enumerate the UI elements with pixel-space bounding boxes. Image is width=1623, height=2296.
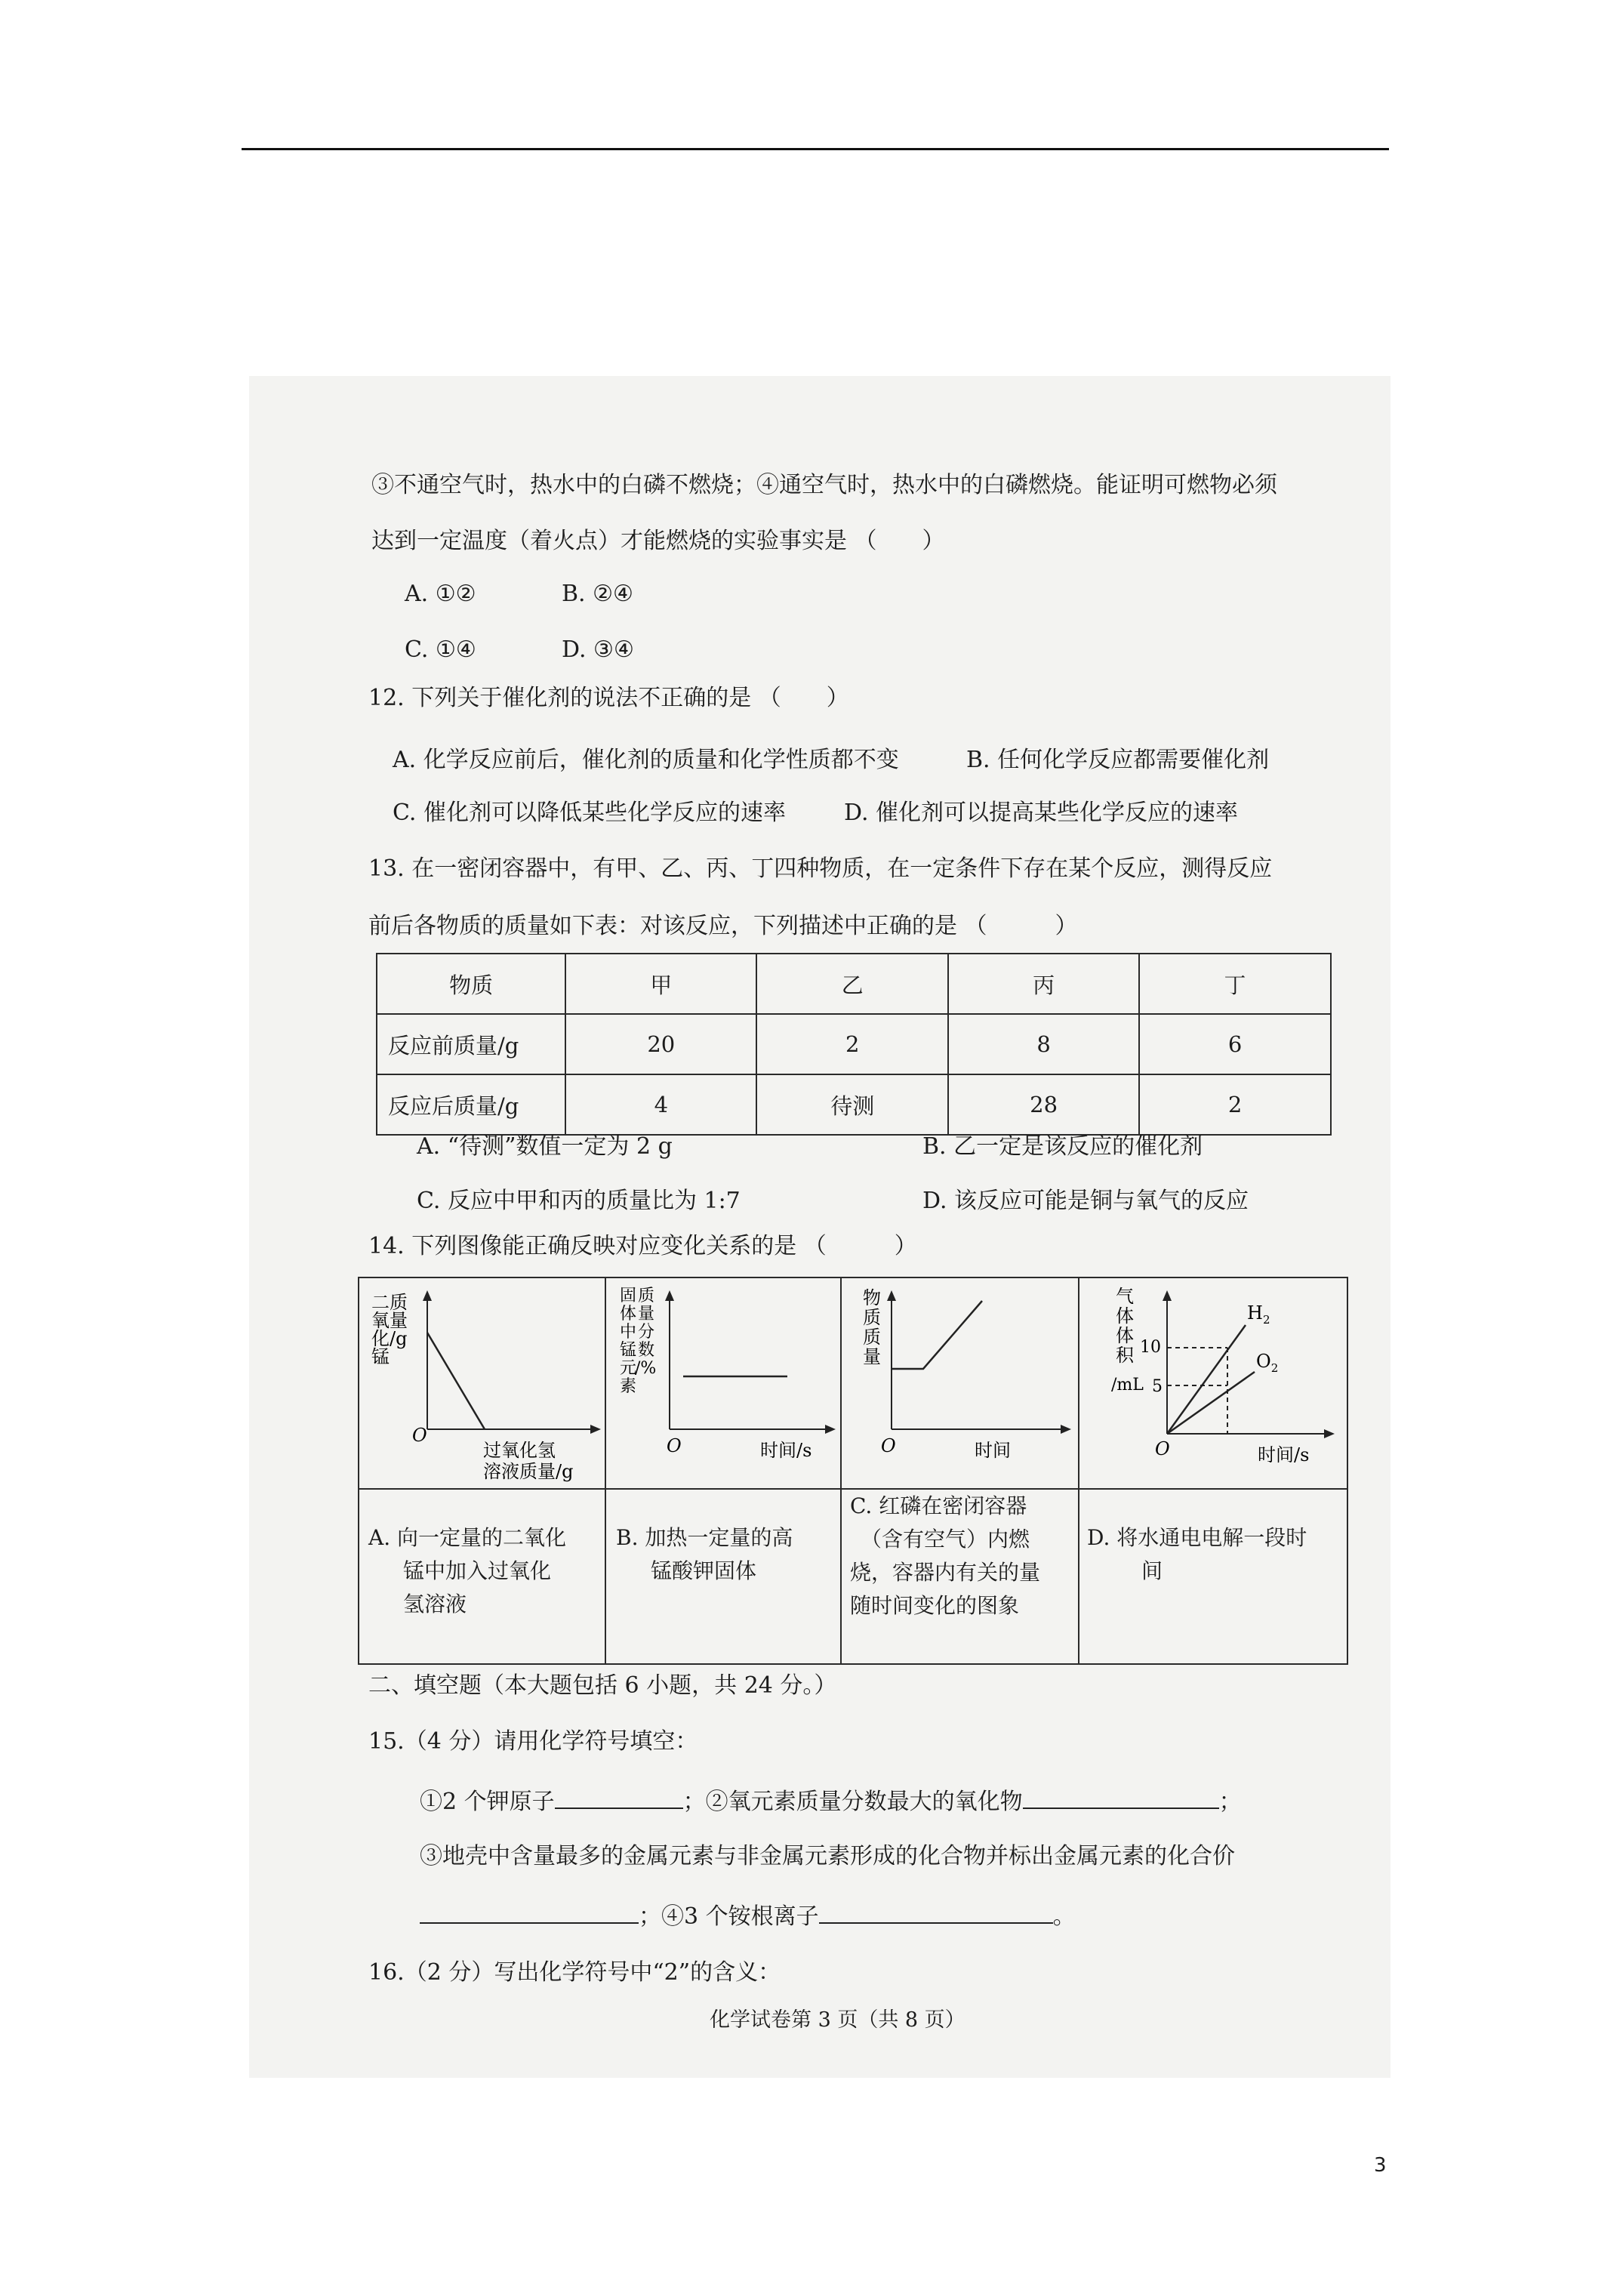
graph-d-ylabel: 积	[1116, 1345, 1134, 1366]
graph-a-origin: O	[412, 1425, 427, 1446]
q14-graph-c	[842, 1278, 1078, 1488]
table-cell: 2	[1139, 1074, 1331, 1135]
caption-line: 随时间变化的图象	[850, 1593, 1020, 1618]
q14-graph-b	[606, 1278, 840, 1488]
q14-graph-d	[1079, 1278, 1347, 1488]
q15-part4-label: ；④3 个铵根离子	[639, 1903, 819, 1930]
q11-line2: 达到一定温度（着火点）才能燃烧的实验事实是 （ ）	[371, 528, 945, 554]
table-cell: 4	[565, 1074, 756, 1135]
q15-answer-blank-1[interactable]	[555, 1788, 683, 1809]
q11-option-d: D. ③④	[562, 636, 634, 663]
table-header-row	[377, 954, 1331, 1014]
q13-option-d: D. 该反应可能是铜与氧气的反应	[922, 1188, 1249, 1214]
caption-line: A. 向一定量的二氧化	[368, 1525, 567, 1550]
table-cell: 8	[948, 1014, 1139, 1074]
caption-line: D. 将水通电电解一段时	[1087, 1525, 1307, 1550]
table-cell: 待测	[756, 1074, 948, 1135]
caption-line: B. 加热一定量的高	[616, 1525, 793, 1550]
graph-d-h2-label: $H_2$	[1247, 1302, 1270, 1327]
q15-answer-blank-4[interactable]	[819, 1903, 1053, 1924]
q11-line1: ③不通空气时，热水中的白磷不燃烧；④通空气时，热水中的白磷燃烧。能证明可燃物必须	[371, 472, 1277, 498]
section-2-heading: 二、填空题（本大题包括 6 小题，共 24 分。）	[368, 1672, 837, 1699]
graph-d-ylabel: /mL	[1111, 1376, 1144, 1395]
caption-line: 氢溶液	[403, 1592, 467, 1616]
q11-option-b: B. ②④	[562, 581, 633, 607]
table-cell: 甲	[565, 954, 756, 1014]
graph-d-ylabel: 体	[1116, 1325, 1134, 1346]
q15-punct: 。	[1052, 1903, 1076, 1930]
table-cell: 乙	[756, 954, 948, 1014]
q14-stem: 14. 下列图像能正确反映对应变化关系的是 （ ）	[368, 1233, 917, 1259]
q12-stem: 12. 下列关于催化剂的说法不正确的是 （ ）	[368, 685, 849, 711]
q14-graph-a	[359, 1278, 605, 1488]
table-cell: 丙	[948, 954, 1139, 1014]
q16-stem: 16.（2 分）写出化学符号中“2”的含义：	[368, 1959, 781, 1986]
graph-a-ylabel: 锰	[371, 1346, 390, 1367]
graph-b-xlabel: 时间/s	[760, 1440, 812, 1461]
caption-line: C. 红磷在密闭容器	[850, 1493, 1027, 1518]
q14-caption-c	[850, 1490, 1040, 1623]
graph-d-o2-line	[1167, 1372, 1255, 1434]
graph-d-xlabel: 时间/s	[1258, 1444, 1310, 1465]
graph-a-ylabel: 化/g	[371, 1328, 408, 1349]
caption-line: 锰中加入过氧化	[403, 1558, 552, 1583]
graph-c-y-arrow	[887, 1290, 896, 1301]
caption-line: 锰酸钾固体	[651, 1558, 757, 1583]
header-rule	[242, 148, 1389, 150]
graph-a-ylabel: 氧量	[371, 1310, 408, 1331]
q15-line3	[420, 1903, 1076, 1928]
graph-b-ylabel: 质量分数/%	[635, 1287, 657, 1378]
caption-line: 烧，容器内有关的量	[850, 1560, 1041, 1585]
page-number: 3	[1374, 2154, 1387, 2177]
graph-a-x-arrow	[590, 1425, 601, 1434]
q15-answer-blank-2[interactable]	[1023, 1788, 1219, 1809]
q15-part2-label: ；②氧元素质量分数最大的氧化物	[682, 1789, 1023, 1815]
graph-a-ylabel: 二质	[371, 1292, 408, 1313]
table-cell: 6	[1139, 1014, 1331, 1074]
table-cell: 2	[756, 1014, 948, 1074]
graph-b-origin: O	[667, 1435, 682, 1456]
graph-c-origin: O	[881, 1435, 896, 1456]
graph-d-x-arrow	[1324, 1429, 1335, 1438]
q13-option-c: C. 反应中甲和丙的质量比为 1:7	[417, 1188, 741, 1214]
graph-d-h2-line	[1167, 1325, 1246, 1434]
q14-graph-grid	[358, 1277, 1348, 1665]
q12-option-c: C. 催化剂可以降低某些化学反应的速率	[393, 800, 786, 826]
q13-option-a: A. “待测”数值一定为 2 g	[417, 1133, 673, 1160]
table-cell: 丁	[1139, 954, 1331, 1014]
q15-line2: ③地壳中含量最多的金属元素与非金属元素形成的化合物并标出金属元素的化合价	[420, 1843, 1235, 1869]
graph-b-y-arrow	[665, 1290, 674, 1301]
graph-b-x-arrow	[825, 1425, 836, 1434]
caption-line: （含有空气）内燃	[861, 1527, 1030, 1552]
q13-line1: 13. 在一密闭容器中，有甲、乙、丙、丁四种物质，在一定条件下存在某个反应，测得反应	[368, 855, 1273, 882]
graph-a-xlabel: 溶液质量/g	[483, 1461, 574, 1482]
q15-answer-blank-3[interactable]	[420, 1903, 639, 1924]
table-cell: 反应后质量/g	[377, 1074, 565, 1135]
q13-line2: 前后各物质的质量如下表：对该反应，下列描述中正确的是 （ ）	[368, 913, 1078, 939]
q14-caption-d	[1087, 1521, 1307, 1588]
graph-c-curve	[892, 1301, 982, 1369]
graph-a-xlabel: 过氧化氢	[483, 1440, 556, 1461]
q13-option-b: B. 乙一定是该反应的催化剂	[922, 1133, 1203, 1160]
graph-c-xlabel: 时间	[975, 1440, 1011, 1461]
table-cell: 物质	[377, 954, 565, 1014]
graph-d-o2-label: $O_2$	[1256, 1351, 1279, 1375]
q13-mass-table	[376, 953, 1332, 1136]
q15-punct: ；	[1218, 1789, 1242, 1815]
graph-d-y-arrow	[1163, 1290, 1172, 1301]
scanned-exam-page	[249, 376, 1390, 2078]
q15-stem: 15.（4 分）请用化学符号填空：	[368, 1728, 698, 1755]
q14-caption-b	[616, 1521, 793, 1588]
graph-d-ylabel: 气	[1116, 1286, 1134, 1307]
graph-a-y-arrow	[423, 1290, 432, 1301]
q15-line1	[420, 1788, 1242, 1814]
graph-b-ylabel: 固体中锰元素	[620, 1287, 637, 1396]
q12-option-a: A. 化学反应前后，催化剂的质量和化学性质都不变	[393, 747, 899, 773]
q12-option-b: B. 任何化学反应都需要催化剂	[966, 747, 1270, 773]
graph-d-origin: O	[1155, 1438, 1170, 1459]
graph-c-ylabel: 物质质量	[863, 1287, 881, 1367]
exam-page-footer: 化学试卷第 3 页（共 8 页）	[710, 2008, 965, 2032]
q12-option-d: D. 催化剂可以提高某些化学反应的速率	[844, 800, 1239, 826]
graph-c-x-arrow	[1061, 1425, 1071, 1434]
table-row	[377, 1074, 1331, 1135]
table-row	[377, 1014, 1331, 1074]
graph-d-tick-5: 5	[1152, 1377, 1163, 1396]
caption-line: 间	[1141, 1558, 1163, 1583]
q11-option-c: C. ①④	[405, 636, 476, 663]
graph-a-curve	[427, 1333, 485, 1429]
q15-part1-label: ①2 个钾原子	[420, 1789, 555, 1815]
q14-caption-a	[368, 1521, 566, 1621]
table-cell: 20	[565, 1014, 756, 1074]
table-cell: 28	[948, 1074, 1139, 1135]
q11-option-a: A. ①②	[405, 581, 476, 607]
graph-d-ylabel: 体	[1116, 1305, 1134, 1327]
table-cell: 反应前质量/g	[377, 1014, 565, 1074]
graph-d-tick-10: 10	[1140, 1338, 1161, 1357]
